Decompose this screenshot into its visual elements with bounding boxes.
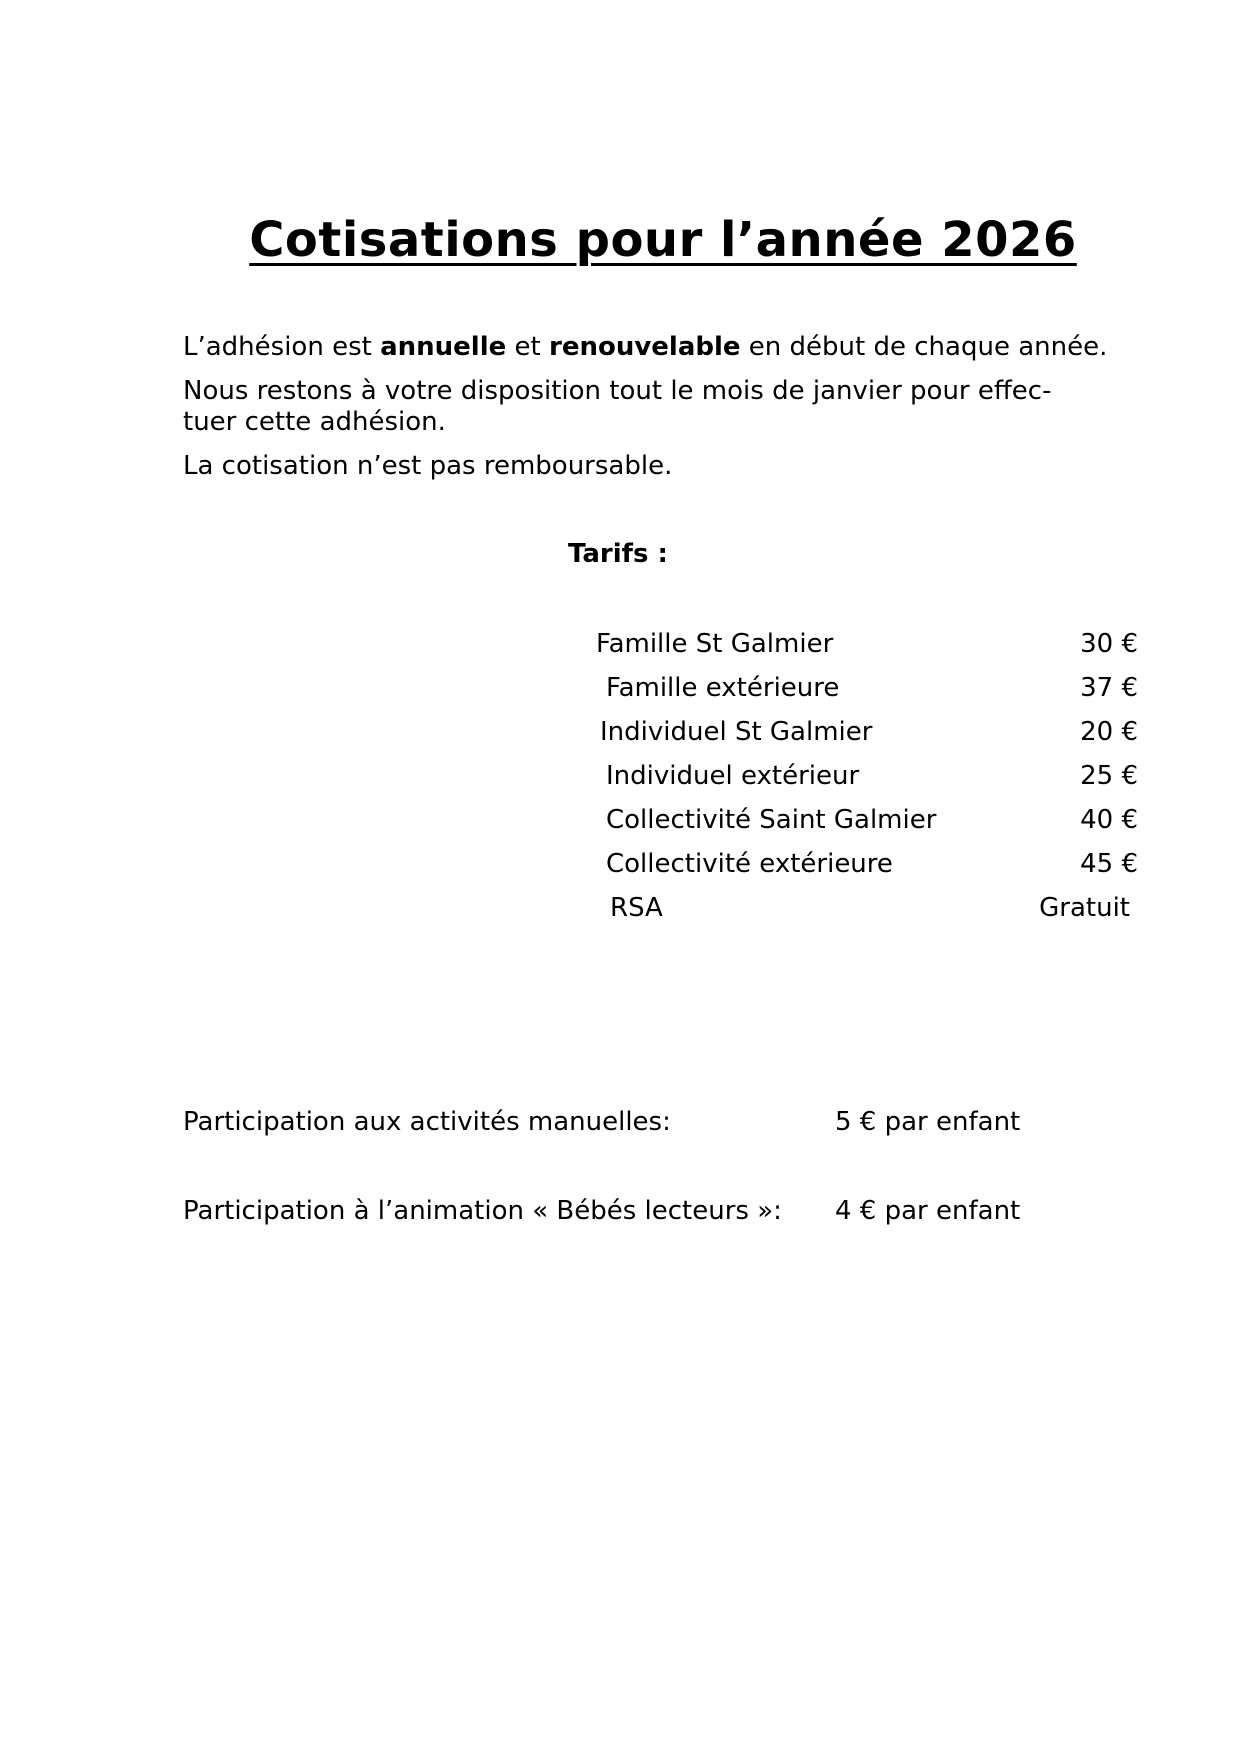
rate-label: Collectivité Saint Galmier [606,805,937,835]
intro-bold-annual: annuelle [380,332,507,362]
rate-label: Individuel St Galmier [600,717,873,747]
participation-price: 4 € par enfant [835,1196,1021,1226]
rate-price: 37 € [1080,673,1138,703]
rate-label: Famille extérieure [606,673,840,703]
intro-line-membership-part: en début de chaque année. [740,332,1108,362]
intro-line-membership-part: L’adhésion est [183,332,381,362]
rate-label: Famille St Galmier [596,629,834,659]
intro-line-membership-part: et [506,332,549,362]
intro-text [183,332,1123,495]
rate-label: RSA [610,893,663,923]
intro-line-availability-part1: Nous restons à votre disposition tout le mois de janvier pour effec- [183,376,1052,406]
rate-row [596,802,1138,838]
rate-price: 30 € [1080,629,1138,659]
rate-price: Gratuit [1039,893,1130,923]
intro-line-membership [183,332,1123,363]
rate-price: 25 € [1080,761,1138,791]
intro-line-refund: La cotisation n’est pas remboursable. [183,451,673,481]
rate-label: Collectivité extérieure [606,849,893,879]
rate-label: Individuel extérieur [606,761,860,791]
participation-price: 5 € par enfant [835,1107,1021,1137]
tarifs-heading: Tarifs : [568,539,668,569]
rate-row [596,670,1138,706]
rate-price: 45 € [1080,849,1138,879]
intro-bold-renewable: renouvelable [549,332,741,362]
participation-label: Participation à l’animation « Bébés lecteurs »: [183,1196,782,1226]
intro-line-availability [183,376,1123,438]
rate-row [596,626,1138,662]
participation-label: Participation aux activités manuelles: [183,1107,671,1137]
intro-line-availability-part2: tuer cette adhésion. [183,407,446,437]
rate-price: 40 € [1080,805,1138,835]
rate-row [596,846,1138,882]
rate-row [596,758,1138,794]
page-title: Cotisations pour l’année 2026 [249,212,1077,268]
rate-price: 20 € [1080,717,1138,747]
rate-row [596,714,1138,750]
rate-row [596,890,1130,926]
